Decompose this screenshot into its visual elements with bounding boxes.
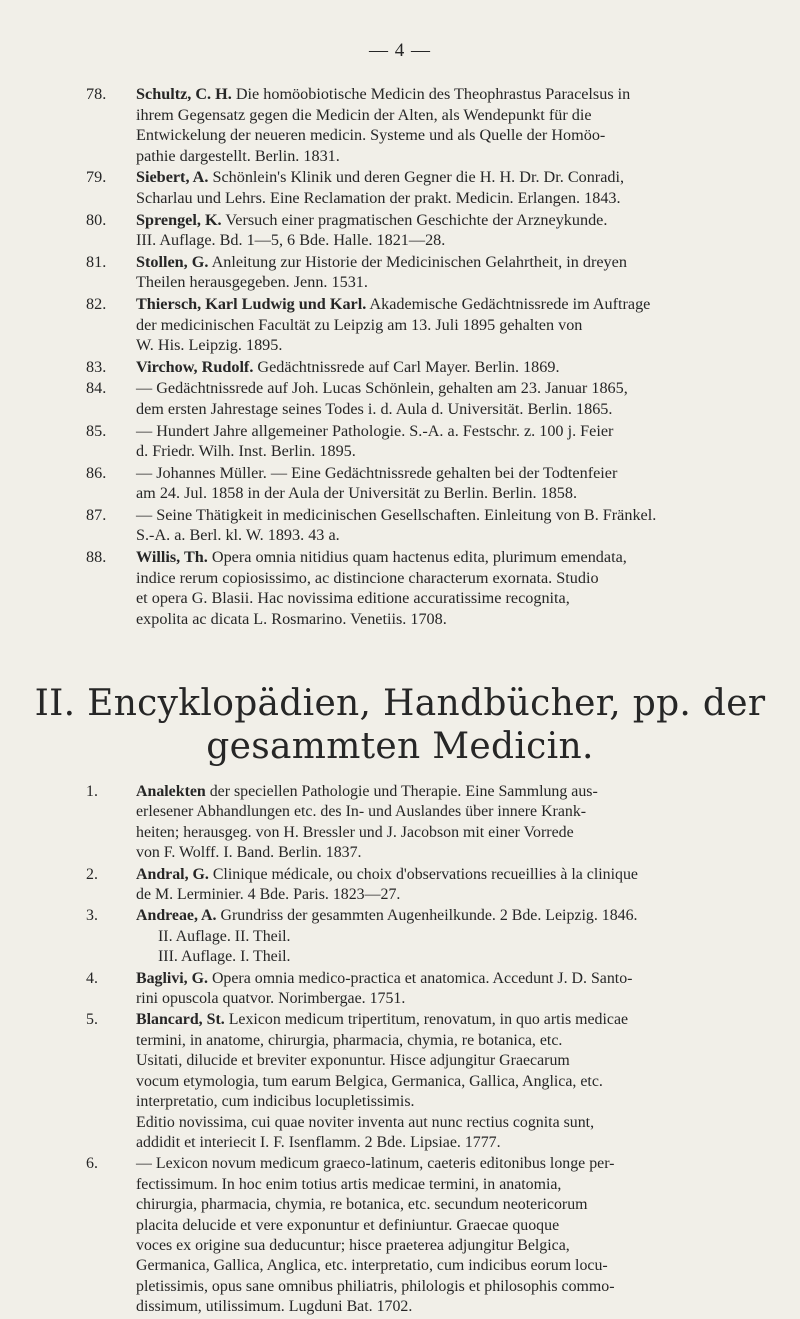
entry-line: addidit et interiecit I. F. Isenflamm. 2 Bde. Lipsiae. 1777.: [136, 1133, 501, 1151]
entry-line: von F. Wolff. I. Band. Berlin. 1837.: [136, 844, 362, 862]
bibliography-entry: [86, 167, 770, 208]
entry-line: Entwickelung der neueren medicin. Systeme und als Quelle der Homöo-: [136, 126, 606, 145]
entry-line: ihrem Gegensatz gegen die Medicin der Alten, als Wendepunkt für die: [136, 105, 592, 124]
entry-line: rini opuscola quatvor. Norimbergae. 1751.: [136, 990, 406, 1008]
entry-line: dissimum, utilissimum. Lugduni Bat. 1702.: [136, 1298, 413, 1316]
entry-line: Editio novissima, cui quae noviter inventa aut nunc rectius cognita sunt,: [136, 1113, 595, 1131]
entry-text: der speciellen Pathologie und Therapie. Eine Sammlung aus-: [209, 783, 598, 800]
entry-author: Blancard, St.: [136, 1011, 225, 1029]
entry-line: [136, 906, 770, 926]
section-heading-line-2: gesammten Medicin.: [206, 726, 594, 767]
entry-line: [136, 167, 770, 188]
entry-line: dem ersten Jahrestage seines Todes i. d. Aula d. Universität. Berlin. 1865.: [136, 399, 613, 418]
page-number: — 4 —: [369, 40, 431, 61]
bibliography-entry: [86, 421, 770, 462]
entry-line: [136, 84, 770, 105]
entry-number: 3.: [86, 907, 98, 925]
entry-author: Analekten: [136, 783, 206, 800]
bibliography-entry: [86, 906, 770, 967]
entry-line: — Gedächtnissrede auf Joh. Lucas Schönlein, gehalten am 23. Januar 1865,: [136, 379, 628, 398]
bibliography-entry: [86, 294, 770, 356]
entry-line: — Lexicon novum medicum graeco-latinum, caeteris editonibus longe per-: [136, 1155, 615, 1173]
entry-line: [136, 1010, 770, 1030]
entry-text: Opera omnia nitidius quam hactenus edita, plurimum emendata,: [211, 548, 627, 567]
entry-line: am 24. Jul. 1858 in der Aula der Universität zu Berlin. Berlin. 1858.: [136, 484, 578, 503]
bibliography-entry: [86, 1010, 770, 1153]
entry-line: [136, 782, 770, 802]
entry-text: Die homöobiotische Medicin des Theophrastus Paracelsus in: [235, 85, 631, 103]
entry-line: d. Friedr. Wilh. Inst. Berlin. 1895.: [136, 442, 356, 461]
bibliography-list-biographies: [86, 84, 770, 630]
entry-number: 5.: [86, 1011, 98, 1029]
entry-text: Lexicon medicum tripertitum, renovatum, in quo artis medicae: [228, 1011, 629, 1029]
bibliography-entry: [86, 357, 770, 378]
entry-line: erlesener Abhandlungen etc. des In- und Auslandes über innere Krank-: [136, 803, 587, 821]
entry-line: III. Auflage. I. Theil.: [158, 948, 291, 966]
bibliography-list-encyclopedias: [86, 782, 770, 1319]
entry-number: 81.: [86, 252, 107, 271]
entry-line: [136, 865, 770, 885]
bibliography-entry: [86, 210, 770, 251]
entry-text: Opera omnia medico-practica et anatomica. Accedunt J. D. Santo-: [211, 969, 633, 987]
entry-number: 87.: [86, 505, 107, 524]
entry-number: 88.: [86, 548, 107, 567]
entry-line: fectissimum. In hoc enim totius artis medicae termini, in anatomia,: [136, 1175, 562, 1193]
entry-line: [136, 357, 770, 378]
entry-text: Gedächtnissrede auf Carl Mayer. Berlin. 1869.: [257, 357, 560, 376]
entry-line: III. Auflage. Bd. 1—5, 6 Bde. Halle. 1821—28.: [136, 231, 446, 250]
entry-line: vocum etymologia, tum earum Belgica, Germanica, Gallica, Anglica, etc.: [136, 1072, 603, 1090]
bibliography-entry: [86, 505, 770, 546]
entry-line: indice rerum copiosissimo, ac distincione characterum exornata. Studio: [136, 568, 599, 587]
entry-text: Anleitung zur Historie der Medicinischen Gelahrtheit, in dreyen: [211, 252, 627, 271]
entry-author: Willis, Th.: [136, 548, 208, 567]
bibliography-entry: [86, 547, 770, 629]
bibliography-entry: [86, 378, 770, 419]
entry-author: Virchow, Rudolf.: [136, 357, 254, 376]
entry-number: 80.: [86, 210, 107, 229]
entry-number: 84.: [86, 379, 107, 398]
entry-author: Andreae, A.: [136, 907, 217, 925]
entry-line: W. His. Leipzig. 1895.: [136, 336, 283, 355]
entry-line: II. Auflage. II. Theil.: [158, 927, 291, 945]
entry-line: S.-A. a. Berl. kl. W. 1893. 43 a.: [136, 526, 340, 545]
entry-line: Theilen herausgegeben. Jenn. 1531.: [136, 273, 368, 292]
entry-line: Germanica, Gallica, Anglica, etc. interpretatio, cum indicibus eorum locu-: [136, 1257, 608, 1275]
entry-line: Scharlau und Lehrs. Eine Reclamation der prakt. Medicin. Erlangen. 1843.: [136, 188, 621, 207]
bibliography-entry: [86, 84, 770, 166]
entry-line: [136, 969, 770, 989]
entry-line: [136, 252, 770, 273]
entry-author: Siebert, A.: [136, 168, 209, 187]
entry-number: 78.: [86, 85, 107, 103]
entry-number: 6.: [86, 1155, 98, 1173]
entry-line: [136, 547, 770, 568]
entry-line: chirurgia, pharmacia, chymia, re botanica, etc. secundum neotericorum: [136, 1196, 588, 1214]
entry-author: Andral, G.: [136, 865, 209, 883]
entry-text: Grundriss der gesammten Augenheilkunde. 2 Bde. Leipzig. 1846.: [220, 907, 638, 925]
entry-line: — Johannes Müller. — Eine Gedächtnissrede gehalten bei der Todtenfeier: [136, 463, 618, 482]
entry-number: 2.: [86, 865, 98, 883]
entry-line: voces ex origine sua deducuntur; hisce praeterea adjungitur Belgica,: [136, 1236, 570, 1254]
entry-number: 4.: [86, 969, 98, 987]
entry-author: Sprengel, K.: [136, 210, 222, 229]
entry-line: placita delucide et vere exponuntur et definiuntur. Graecae quoque: [136, 1216, 560, 1234]
bibliography-entry: [86, 463, 770, 504]
bibliography-entry: [86, 865, 770, 906]
entry-number: 83.: [86, 357, 107, 376]
entry-line: de M. Lerminier. 4 Bde. Paris. 1823—27.: [136, 886, 401, 904]
entry-number: 86.: [86, 463, 107, 482]
entry-line: der medicinischen Facultät zu Leipzig am 13. Juli 1895 gehalten von: [136, 315, 583, 334]
bibliography-entry: [86, 969, 770, 1010]
entry-line: heiten; herausgeg. von H. Bressler und J. Jacobson mit einer Vorrede: [136, 823, 574, 841]
entry-number: 79.: [86, 168, 107, 187]
entry-author: Thiersch, Karl Ludwig und Karl.: [136, 294, 367, 313]
entry-number: 1.: [86, 783, 98, 800]
entry-line: et opera G. Blasii. Hac novissima editione accuratissime recognita,: [136, 589, 570, 608]
entry-text: Akademische Gedächtnissrede im Auftrage: [369, 294, 651, 313]
entry-text: Schönlein's Klinik und deren Gegner die H. H. Dr. Dr. Conradi,: [212, 168, 625, 187]
entry-line: expolita ac dicata L. Rosmarino. Venetiis. 1708.: [136, 609, 447, 628]
entry-line: [136, 210, 770, 231]
entry-number: 85.: [86, 421, 107, 440]
entry-line: [136, 294, 770, 315]
entry-line: pletissimis, opus sane omnibus philiatris, philologis et philosophis commo-: [136, 1277, 615, 1295]
entry-text: Versuch einer pragmatischen Geschichte der Arzneykunde.: [225, 210, 608, 229]
entry-line: — Seine Thätigkeit in medicinischen Gesellschaften. Einleitung von B. Fränkel.: [136, 505, 657, 524]
entry-author: Stollen, G.: [136, 252, 209, 271]
section-heading-line-1: II. Encyklopädien, Handbücher, pp. der: [34, 683, 766, 724]
bibliography-entry: [86, 252, 770, 293]
entry-line: pathie dargestellt. Berlin. 1831.: [136, 146, 340, 165]
entry-line: Usitati, dilucide et breviter exponuntur. Hisce adjungitur Graecarum: [136, 1052, 570, 1070]
entry-text: Clinique médicale, ou choix d'observations recueillies à la clinique: [212, 865, 638, 883]
entry-line: termini, in anatome, chirurgia, pharmacia, chymia, re botanica, etc.: [136, 1031, 563, 1049]
bibliography-entry: [86, 782, 770, 864]
section-heading: [0, 682, 800, 768]
bibliography-entry: [86, 1154, 770, 1317]
entry-number: 82.: [86, 294, 107, 313]
entry-author: Baglivi, G.: [136, 969, 208, 987]
entry-line: interpretatio, cum indicibus locupletissimis.: [136, 1093, 415, 1111]
entry-author: Schultz, C. H.: [136, 85, 232, 103]
entry-line: — Hundert Jahre allgemeiner Pathologie. S.-A. a. Festschr. z. 100 j. Feier: [136, 421, 614, 440]
